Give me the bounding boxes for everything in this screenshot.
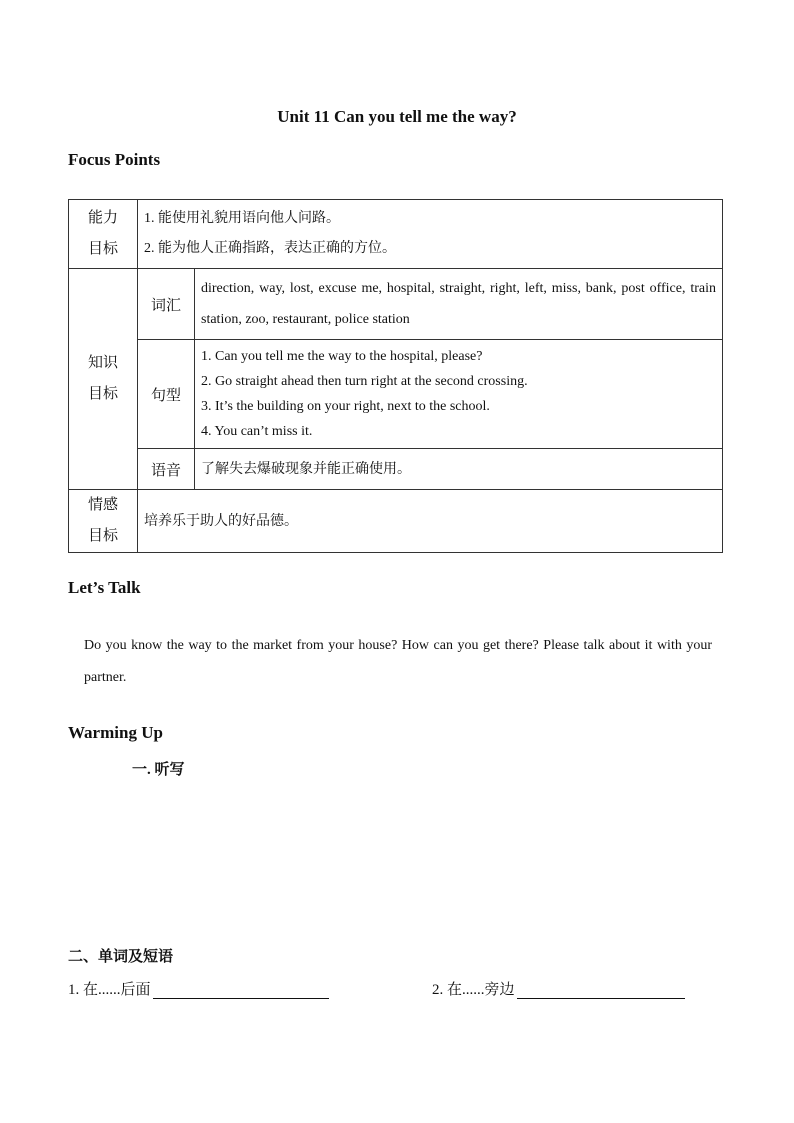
- ability-row: [69, 200, 723, 269]
- vocab-content: direction, way, lost, excuse me, hospital, straight, right, left, miss, bank, post office, train station, zoo, restaurant, police station: [195, 269, 723, 340]
- emotion-row: [69, 490, 723, 553]
- sentence-item: 4. You can’t miss it.: [201, 424, 313, 439]
- sentence-item: 1. Can you tell me the way to the hospital, please?: [201, 349, 483, 364]
- sentences-label: 句型: [138, 340, 195, 449]
- lets-talk-heading: Let’s Talk: [68, 578, 141, 597]
- unit-title: Unit 11 Can you tell me the way?: [277, 107, 517, 126]
- phonetics-label: 语音: [138, 449, 195, 490]
- sentences-row: [69, 340, 723, 449]
- ability-content: [138, 200, 723, 269]
- vocab-row: [69, 269, 723, 340]
- words-phrases-heading: 二、单词及短语: [68, 949, 174, 965]
- emotion-content: 培养乐于助人的好品德。: [138, 490, 723, 553]
- warming-up-heading: Warming Up: [68, 723, 163, 742]
- dictation-heading: 一. 听写: [132, 762, 185, 778]
- focus-points-heading: Focus Points: [68, 150, 161, 169]
- answer-blank[interactable]: [517, 981, 685, 999]
- knowledge-label: 知识 目标: [69, 269, 138, 490]
- phonetics-row: [69, 449, 723, 490]
- fill-item-label: 1. 在......后面: [68, 982, 151, 998]
- sentence-item: 3. It’s the building on your right, next to the school.: [201, 399, 490, 414]
- sentence-item: 2. Go straight ahead then turn right at the second crossing.: [201, 374, 528, 389]
- ability-item: 1. 能使用礼貌用语向他人问路。: [144, 211, 340, 226]
- fill-item-beside: [432, 978, 685, 999]
- lets-talk-paragraph: Do you know the way to the market from your house? How can you get there? Please talk about it with your partner.: [84, 638, 712, 685]
- answer-blank[interactable]: [153, 981, 329, 999]
- focus-points-table: [68, 199, 723, 553]
- ability-item: 2. 能为他人正确指路，表达正确的方位。: [144, 241, 396, 256]
- ability-label: 能力 目标: [69, 200, 138, 269]
- emotion-label: 情感 目标: [69, 490, 138, 553]
- phonetics-content: 了解失去爆破现象并能正确使用。: [195, 449, 723, 490]
- fill-item-label: 2. 在......旁边: [432, 982, 515, 998]
- vocab-label: 词汇: [138, 269, 195, 340]
- fill-item-behind: [68, 978, 329, 999]
- sentences-content: [195, 340, 723, 449]
